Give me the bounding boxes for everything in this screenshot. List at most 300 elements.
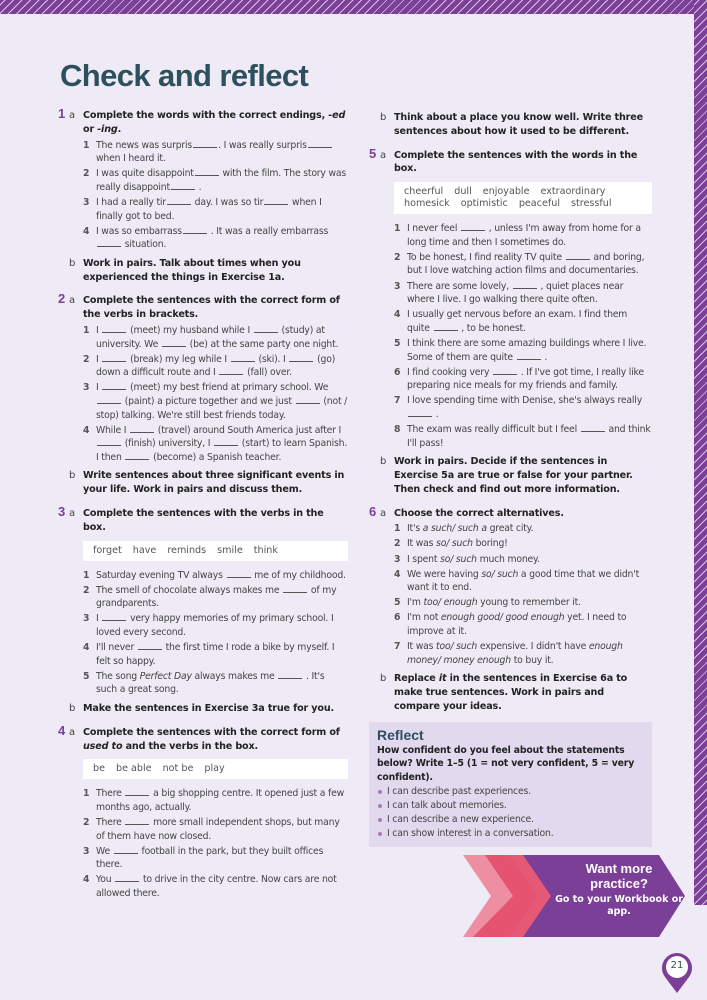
exercise-instruction <box>83 469 348 497</box>
answer-blank[interactable] <box>125 816 149 825</box>
text-segment: football in the park, but they built offices there. <box>96 845 324 871</box>
text-segment: young to remember it. <box>477 597 581 609</box>
answer-blank[interactable] <box>114 845 138 854</box>
exercise-item <box>394 522 652 536</box>
exercise-item <box>394 423 652 450</box>
reflect-statement <box>377 799 644 813</box>
item-text <box>407 522 652 536</box>
exercise-header <box>369 504 652 521</box>
text-segment: It was <box>407 538 437 550</box>
word-box-item: homesick <box>404 198 450 210</box>
text-segment: situation. <box>122 239 167 251</box>
answer-blank[interactable] <box>461 222 485 231</box>
text-segment: I was quite disappoint <box>96 168 194 180</box>
item-text <box>407 280 652 307</box>
answer-blank[interactable] <box>102 324 126 333</box>
text-segment: or <box>83 123 98 135</box>
item-number: 5 <box>394 597 401 609</box>
exercise-b <box>369 672 652 713</box>
exercise-instruction <box>394 149 652 177</box>
word-box <box>83 759 348 779</box>
item-number: 6 <box>394 366 401 378</box>
exercise-item <box>83 424 348 465</box>
item-number: 8 <box>394 424 401 435</box>
answer-blank[interactable] <box>97 437 121 446</box>
exercise-instruction <box>83 726 348 754</box>
reflect-question: How confident do you feel about the statements below? Write 1–5 (1 = not very confident, 5 = very confident). <box>377 744 635 783</box>
item-number: 6 <box>394 612 401 624</box>
text-segment: (meet) my best friend at primary school. We <box>127 382 329 394</box>
page-title: Check and reflect <box>60 58 309 93</box>
word-box-item: optimistic <box>460 198 508 210</box>
exercise-item <box>83 670 348 697</box>
text-segment: I'm not <box>407 612 441 624</box>
exercise-instruction <box>394 507 652 521</box>
answer-blank[interactable] <box>102 381 126 390</box>
exercise-item <box>394 308 652 335</box>
word-box-item: smile <box>217 544 243 556</box>
answer-blank[interactable] <box>171 181 195 190</box>
text-segment: I find cooking very <box>407 366 493 378</box>
item-text <box>407 366 652 393</box>
left-column <box>58 106 348 904</box>
text-segment: (fall) over. <box>244 367 292 379</box>
text-segment: with the film. The story was really disappoint <box>96 168 347 193</box>
exercise-item <box>394 640 652 667</box>
exercise-item <box>83 612 348 639</box>
item-number: 2 <box>394 251 401 263</box>
item-text <box>407 222 652 249</box>
text-segment: I love spending time with Denise, she's always really <box>407 395 642 407</box>
exercise-item <box>83 353 348 380</box>
item-text <box>96 670 348 697</box>
exercise-item <box>394 337 652 364</box>
exercise-letter: b <box>69 470 76 482</box>
italic-text: a such/ such a <box>422 523 487 535</box>
answer-blank[interactable] <box>102 612 126 621</box>
text-segment: (break) my leg while I <box>127 353 230 365</box>
text-segment: . If I've got time, I really like preparing nice meals for my friends and family. <box>407 366 644 392</box>
text-segment: I <box>96 613 102 625</box>
answer-blank[interactable] <box>97 395 121 404</box>
text-segment: . It's such a great song. <box>96 670 325 696</box>
answer-blank[interactable] <box>227 569 251 578</box>
right-stripe-border <box>694 0 707 905</box>
answer-blank[interactable] <box>195 167 219 176</box>
exercise-3a <box>58 504 348 697</box>
item-text <box>96 139 348 166</box>
item-text <box>407 553 652 567</box>
reflect-statements <box>377 785 644 841</box>
bullet-icon <box>378 804 382 808</box>
italic-text: so/ such <box>440 553 477 565</box>
exercise-header <box>369 455 652 496</box>
word-box-item: reminds <box>167 544 207 556</box>
item-text <box>407 337 652 364</box>
item-text <box>407 568 652 595</box>
text-segment: when I finally got to bed. <box>96 196 322 222</box>
text-segment: You <box>96 874 115 886</box>
text-segment: (go) down a difficult route and I <box>96 353 336 379</box>
answer-blank[interactable] <box>214 437 238 446</box>
answer-blank[interactable] <box>296 395 320 404</box>
exercise-instruction <box>394 672 652 713</box>
word-box-item: be able <box>116 763 152 775</box>
text-segment: when I heard it. <box>96 153 166 165</box>
exercise-header <box>58 257 348 285</box>
exercise-item <box>394 537 652 551</box>
answer-blank[interactable] <box>513 280 537 289</box>
item-number: 7 <box>394 395 401 407</box>
text-segment: Complete the sentences with the correct form of the verbs in brackets. <box>83 295 340 321</box>
text-segment: There <box>96 788 125 800</box>
item-text <box>407 611 652 638</box>
text-segment: and boring, but I love watching action films and documentaries. <box>407 251 645 277</box>
exercise-instruction <box>83 109 348 137</box>
text-segment: I never feel <box>407 223 460 235</box>
exercise-item <box>83 845 348 872</box>
statement-text: I can show interest in a conversation. <box>387 828 554 840</box>
item-text <box>96 424 348 465</box>
answer-blank[interactable] <box>408 408 432 417</box>
item-text <box>96 196 348 223</box>
word-box-item: forget <box>93 544 122 556</box>
exercise-item <box>394 366 652 393</box>
text-segment: (travel) around South America just after I <box>155 424 342 436</box>
reflect-title: Reflect <box>377 726 424 743</box>
text-segment: We were having <box>407 568 482 580</box>
exercise-item <box>83 324 348 351</box>
text-segment: (not / stop) talking. We're still best friends today. <box>96 396 348 421</box>
exercise-item <box>83 139 348 166</box>
text-segment: I had a really tir <box>96 196 166 208</box>
bullet-icon <box>378 832 382 836</box>
answer-blank[interactable] <box>278 670 302 679</box>
text-segment: Work in pairs. Talk about times when you experienced the things in Exercise 1a. <box>83 257 301 283</box>
reflect-box <box>369 722 652 848</box>
text-segment: expensive. I didn't have <box>477 641 589 653</box>
text-segment: . <box>541 351 548 363</box>
item-number: 4 <box>83 424 90 436</box>
italic-text: -ed <box>328 110 346 121</box>
reflect-statement <box>377 813 644 827</box>
text-segment: yet. I need to improve at it. <box>407 612 627 638</box>
exercise-items <box>394 522 652 667</box>
answer-blank[interactable] <box>254 324 278 333</box>
answer-blank[interactable] <box>125 451 149 460</box>
exercise-header <box>58 702 348 716</box>
exercise-header <box>369 146 652 177</box>
exercise-header <box>369 111 652 139</box>
text-segment: a big shopping centre. It opened just a few months ago, actually. <box>96 788 345 813</box>
word-box-item: be <box>93 763 105 775</box>
text-segment: me of my childhood. <box>251 569 346 581</box>
answer-blank[interactable] <box>125 787 149 796</box>
text-segment: Work in pairs. Decide if the sentences in Exercise 5a are true or false for your partner. Then check and find out more information. <box>394 456 633 495</box>
exercise-letter: a <box>69 295 76 307</box>
exercise-header <box>369 672 652 713</box>
exercise-letter: a <box>380 149 387 161</box>
item-text <box>96 845 348 872</box>
item-number: 1 <box>83 325 90 337</box>
item-text <box>96 873 348 900</box>
statement-text: I can talk about memories. <box>387 800 507 812</box>
workbook-promo-banner[interactable] <box>463 855 688 937</box>
item-text <box>407 308 652 335</box>
text-segment: To be honest, I find reality TV quite <box>407 251 565 263</box>
text-segment: Choose the correct alternatives. <box>394 507 564 519</box>
exercise-item <box>83 816 348 843</box>
word-box-item: think <box>253 544 278 556</box>
answer-blank[interactable] <box>162 338 186 347</box>
exercise-item <box>83 641 348 668</box>
item-text <box>96 816 348 843</box>
item-text <box>96 569 348 583</box>
exercise-b <box>369 455 652 496</box>
text-segment: of my grandparents. <box>96 584 337 610</box>
exercise-b <box>58 257 348 285</box>
item-text <box>96 381 348 422</box>
word-box-item: enjoyable <box>482 186 530 198</box>
text-segment: (paint) a picture together and we just <box>122 396 295 407</box>
text-segment: . It was a really embarrass <box>207 225 329 237</box>
exercise-header <box>58 106 348 137</box>
italic-text: it <box>438 673 447 685</box>
exercise-1a <box>58 106 348 252</box>
text-segment: very happy memories of my primary school. I loved every second. <box>96 613 334 639</box>
exercise-item <box>394 568 652 595</box>
exercise-5a <box>369 146 652 451</box>
item-number: 2 <box>83 584 90 596</box>
item-number: 1 <box>83 139 90 151</box>
word-box-item: play <box>204 763 225 775</box>
answer-blank[interactable] <box>308 139 332 148</box>
text-segment: day. I was so tir <box>191 196 264 208</box>
promo-subtitle: Go to your Workbook or app. <box>555 894 683 917</box>
item-text <box>96 353 348 380</box>
answer-blank[interactable] <box>167 196 191 205</box>
exercise-number: 1 <box>58 106 66 121</box>
text-segment: The smell of chocolate always makes me <box>96 584 283 596</box>
item-text <box>407 640 652 667</box>
answer-blank[interactable] <box>102 353 126 362</box>
exercise-item <box>83 167 348 194</box>
text-segment: much money. <box>476 553 540 565</box>
bullet-icon <box>378 790 382 794</box>
text-segment: I think there are some amazing buildings where I live. Some of them are quite <box>407 337 647 363</box>
answer-blank[interactable] <box>115 873 139 882</box>
text-segment: more small independent shops, but many of them have now closed. <box>96 817 340 842</box>
text-segment: Complete the sentences with the correct form of <box>83 726 340 738</box>
text-segment: The news was surpris <box>96 139 193 151</box>
text-segment: in the sentences in Exercise 6a to make true sentences. Work in pairs and compare your ideas. <box>394 673 628 712</box>
text-segment: boring! <box>472 538 508 550</box>
page-number: 21 <box>670 960 684 971</box>
word-box-item: have <box>132 544 157 556</box>
text-segment: , quiet places near where I live. I go walking there quite often. <box>407 280 624 306</box>
item-text <box>407 537 652 551</box>
answer-blank[interactable] <box>283 584 307 593</box>
answer-blank[interactable] <box>97 238 121 247</box>
item-number: 4 <box>394 568 401 580</box>
exercise-item <box>83 381 348 422</box>
answer-blank[interactable] <box>231 353 255 362</box>
text-segment: (finish) university, I <box>122 438 214 450</box>
exercise-letter: b <box>380 112 387 123</box>
item-text <box>407 596 652 610</box>
text-segment: I was so embarrass <box>96 225 182 237</box>
answer-blank[interactable] <box>493 366 517 375</box>
text-segment: to buy it. <box>510 654 554 666</box>
exercise-b <box>58 702 348 716</box>
exercise-header <box>58 291 348 322</box>
text-segment: and the verbs in the box. <box>122 740 259 752</box>
exercise-item <box>394 394 652 421</box>
answer-blank[interactable] <box>264 196 288 205</box>
text-segment: There <box>96 817 125 829</box>
italic-text: enough good/ good enough <box>440 612 565 624</box>
item-number: 3 <box>394 280 401 292</box>
text-segment: Complete the sentences with the verbs in the box. <box>83 508 324 533</box>
text-segment: (meet) my husband while I <box>127 325 253 337</box>
word-box <box>394 182 652 214</box>
italic-text: Perfect Day <box>139 670 192 682</box>
exercise-item <box>83 569 348 583</box>
exercise-item <box>83 225 348 252</box>
exercise-item <box>394 251 652 278</box>
text-segment: (become) a Spanish teacher. <box>150 451 282 463</box>
text-segment: It was <box>407 641 437 653</box>
exercise-b <box>58 469 348 497</box>
answer-blank[interactable] <box>289 353 313 362</box>
exercise-instruction <box>83 294 348 322</box>
text-segment: to drive in the city centre. Now cars are not allowed there. <box>96 874 337 900</box>
top-stripe-border <box>0 0 707 14</box>
italic-text: enough money/ money enough <box>407 641 623 666</box>
exercise-items <box>394 222 652 450</box>
promo-title: Want more practice? <box>585 861 653 891</box>
text-segment: There are some lovely, <box>407 280 512 292</box>
exercise-instruction <box>83 702 348 716</box>
exercise-header <box>58 469 348 497</box>
item-number: 3 <box>83 845 90 857</box>
italic-text: so/ such <box>436 538 473 550</box>
text-segment: , to be honest. <box>458 322 526 334</box>
text-segment: Make the sentences in Exercise 3a true for you. <box>83 703 335 714</box>
text-segment: I'm <box>407 597 424 609</box>
reflect-statement <box>377 785 644 799</box>
text-segment: great city. <box>486 523 534 535</box>
text-segment: . I was really surpris <box>218 139 307 151</box>
text-segment: The song <box>96 670 140 682</box>
answer-blank[interactable] <box>138 641 162 650</box>
answer-blank[interactable] <box>183 225 207 234</box>
exercise-instruction <box>83 257 348 285</box>
exercise-4a <box>58 723 348 901</box>
exercise-6a <box>369 504 652 668</box>
item-number: 2 <box>83 817 90 829</box>
item-number: 5 <box>394 337 401 349</box>
text-segment: Think about a place you know well. Write three sentences about how it used to be different. <box>394 112 643 137</box>
exercise-letter: b <box>69 257 76 269</box>
item-number: 2 <box>83 168 90 180</box>
item-number: 1 <box>394 223 401 235</box>
text-segment: While I <box>96 424 130 436</box>
item-number: 2 <box>83 353 90 365</box>
item-number: 4 <box>83 642 90 654</box>
item-text <box>407 394 652 421</box>
item-number: 2 <box>394 538 401 550</box>
text-segment: I'll never <box>96 642 137 654</box>
exercise-item <box>394 553 652 567</box>
exercise-letter: a <box>69 508 76 520</box>
italic-text: too/ such <box>436 641 478 653</box>
exercise-item <box>83 196 348 223</box>
text-segment: Replace <box>394 673 439 685</box>
exercise-items <box>83 139 348 252</box>
text-segment: the first time I rode a bike by myself. I felt so happy. <box>96 642 335 667</box>
text-segment: I spent <box>407 553 441 565</box>
item-text <box>96 324 348 351</box>
text-segment: The exam was really difficult but I feel <box>407 424 580 435</box>
item-number: 3 <box>83 613 90 625</box>
text-segment: , unless I'm away from home for a long time and then I sometimes do. <box>407 223 641 248</box>
italic-text: so/ such <box>481 568 519 580</box>
answer-blank[interactable] <box>130 424 154 433</box>
exercise-items <box>83 787 348 900</box>
text-segment: I usually get nervous before an exam. I find them quite <box>407 309 628 334</box>
answer-blank[interactable] <box>566 251 590 260</box>
italic-text: -ing <box>97 123 118 135</box>
answer-blank[interactable] <box>581 423 605 432</box>
answer-blank[interactable] <box>517 351 541 360</box>
item-number: 3 <box>83 382 90 394</box>
exercise-number: 2 <box>58 291 66 307</box>
exercise-item <box>394 596 652 610</box>
exercise-item <box>394 280 652 307</box>
exercise-header <box>58 504 348 535</box>
text-segment: (ski). I <box>255 353 289 365</box>
exercise-2a <box>58 291 348 464</box>
text-segment: I <box>96 353 102 365</box>
exercise-instruction <box>394 111 652 139</box>
item-text <box>96 612 348 639</box>
exercise-letter: a <box>69 110 76 121</box>
right-column <box>369 106 652 847</box>
exercise-number: 4 <box>58 722 66 738</box>
item-text <box>96 641 348 668</box>
exercise-instruction <box>83 507 348 535</box>
answer-blank[interactable] <box>434 322 458 331</box>
exercise-number: 3 <box>58 504 66 520</box>
answer-blank[interactable] <box>193 139 217 148</box>
word-box <box>83 541 348 561</box>
exercise-items <box>83 569 348 697</box>
word-box-item: peaceful <box>518 198 560 210</box>
exercise-letter: b <box>380 673 387 685</box>
item-number: 5 <box>83 670 90 682</box>
item-number: 7 <box>394 641 401 653</box>
text-segment: . <box>117 123 122 135</box>
text-segment: Saturday evening TV always <box>96 569 226 581</box>
exercise-number: 5 <box>369 145 377 161</box>
answer-blank[interactable] <box>219 366 243 375</box>
statement-text: I can describe past experiences. <box>387 786 531 798</box>
exercise-letter: a <box>69 726 76 738</box>
text-segment: Complete the sentences with the words in the box. <box>394 149 638 175</box>
item-text <box>96 584 348 611</box>
exercise-header <box>58 723 348 754</box>
